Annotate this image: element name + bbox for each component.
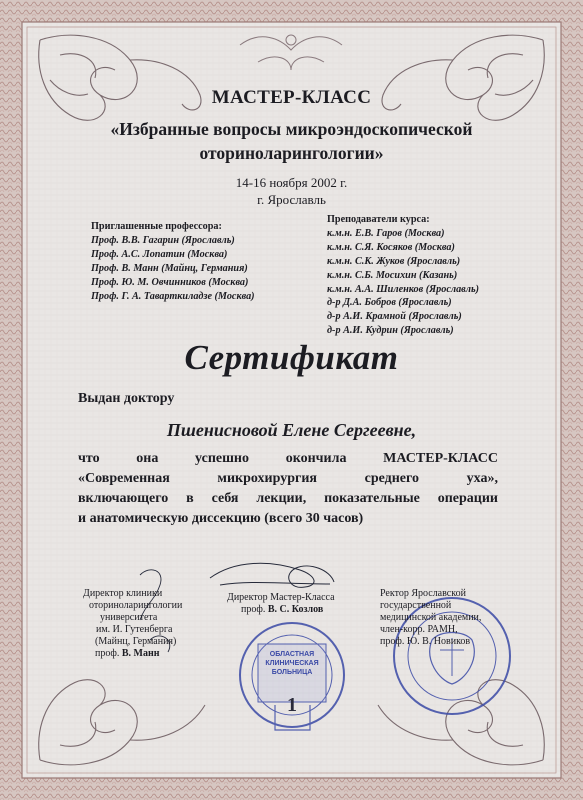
list-item: д-р Д.А. Бобров (Ярославль) <box>327 297 452 309</box>
invited-professors-list <box>91 220 301 303</box>
event-type-heading: МАСТЕР-КЛАСС <box>211 87 372 108</box>
course-title-line1: «Избранные вопросы микроэндоскопической <box>110 119 473 139</box>
list-item: к.м.н. С.К. Жуков (Ярославль) <box>327 255 461 267</box>
middle-signatory <box>227 592 367 616</box>
signatory-line: Директор клиники <box>83 588 163 599</box>
signatory-line: Директор Мастер-Класса <box>227 592 335 603</box>
teachers-heading: Преподаватели курса: <box>327 214 430 225</box>
list-item: д-р А.И. Кудрин (Ярославль) <box>327 325 454 337</box>
signatory-line: Ректор Ярославской <box>380 588 466 599</box>
signatory-name: В. С. Козлов <box>267 604 324 615</box>
event-dates: 14-16 ноября 2002 г. <box>235 175 348 190</box>
list-item: к.м.н. С.Я. Косяков (Москва) <box>327 241 455 253</box>
event-dates-block <box>0 174 583 208</box>
recipient-name: Пшенисновой Елене Сергеевне, <box>166 420 417 440</box>
stamp-text: ОБЛАСТНАЯ КЛИНИЧЕСКАЯ БОЛЬНИЦА <box>265 651 319 676</box>
list-item: к.м.н. С.Б. Мосихин (Казань) <box>327 269 458 281</box>
body-line: включающего в себя лекции, показательные операции <box>78 491 498 506</box>
certificate-body <box>78 449 498 529</box>
list-item: к.м.н. Е.В. Гаров (Москва) <box>327 227 445 239</box>
list-item: к.м.н. А.А. Шиленков (Ярославль) <box>327 283 479 295</box>
signatory-line: член-корр. РАМН, <box>380 624 458 635</box>
signatory-line: университета <box>100 612 158 623</box>
right-signatory <box>380 588 520 648</box>
body-line: «Современная микрохирургия среднего уха», <box>78 471 498 486</box>
left-signatory <box>83 588 223 660</box>
course-teachers-list <box>327 213 517 338</box>
signatory-name-line: проф. Ю. В. Новиков <box>380 636 471 647</box>
signatory-name-line <box>83 648 223 660</box>
body-line: что она успешно окончила МАСТЕР-КЛАСС <box>78 451 498 466</box>
issued-to-label: Выдан доктору <box>78 391 175 406</box>
signatory-prefix: проф. <box>241 604 266 615</box>
signatory-line: оториноларингологии <box>89 600 183 611</box>
list-item: Проф. В.В. Гагарин (Ярославль) <box>91 234 235 246</box>
event-city: г. Ярославль <box>257 192 326 207</box>
signatory-prefix: проф. <box>95 648 120 659</box>
course-title <box>0 117 583 165</box>
stamp-number: 1 <box>287 694 297 716</box>
list-item: Проф. Ю. М. Овчинников (Москва) <box>91 276 249 288</box>
signatory-name-line <box>227 604 367 616</box>
list-item: Проф. В. Манн (Майнц, Германия) <box>91 262 248 274</box>
invited-heading: Приглашенные профессора: <box>91 221 222 232</box>
list-item: Проф. А.С. Лопатин (Москва) <box>91 248 228 260</box>
course-title-line2: оториноларингологии» <box>199 143 384 163</box>
signatory-line: государственной <box>380 600 452 611</box>
list-item: Проф. Г. А. Таварткиладзе (Москва) <box>91 290 255 302</box>
body-line: и анатомическую диссекцию (всего 30 часов) <box>78 511 364 526</box>
signatory-name: В. Манн <box>121 648 160 659</box>
certificate-title: Сертификат <box>184 338 399 377</box>
signatory-line: медицинской академии, <box>380 612 482 623</box>
signatory-line: им. И. Гутенберга <box>96 624 173 635</box>
list-item: д-р А.И. Крамной (Ярославль) <box>327 311 462 323</box>
signatory-line: (Майнц, Германия) <box>95 636 177 647</box>
